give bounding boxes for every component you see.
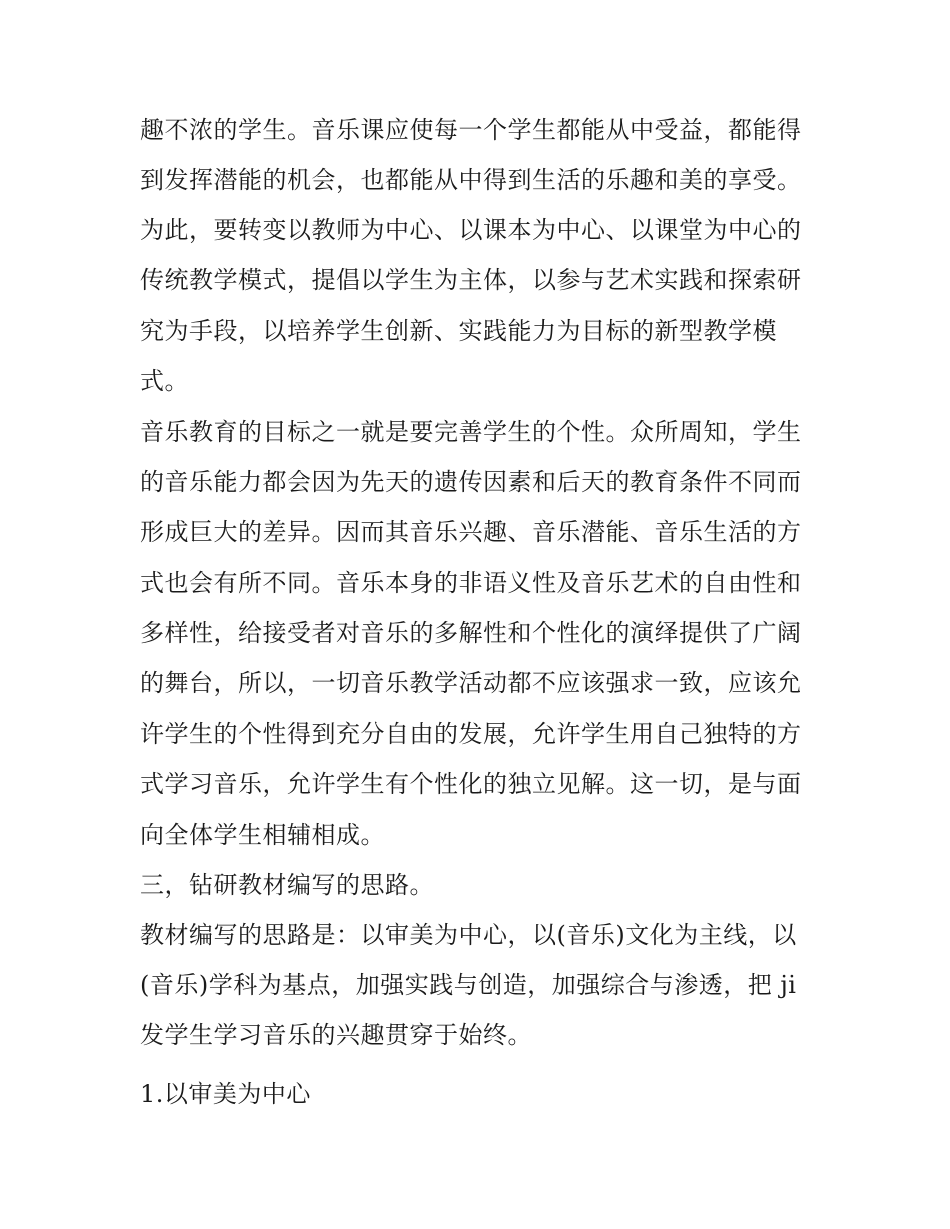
text-line: 为此，要转变以教师为中心、以课本为中心、以课堂为中心的 (140, 216, 802, 244)
text-line: 到发挥潜能的机会，也都能从中得到生活的乐趣和美的享受。 (140, 166, 802, 194)
text-line: 许学生的个性得到充分自由的发展，允许学生用自己独特的方 (140, 720, 802, 748)
text-line: 式也会有所不同。音乐本身的非语义性及音乐艺术的自由性和 (140, 569, 802, 597)
text-line: 传统教学模式，提倡以学生为主体，以参与艺术实践和探索研 (140, 266, 802, 294)
text-line: 式。 (140, 367, 189, 395)
text-line: 式学习音乐，允许学生有个性化的独立见解。这一切，是与面 (140, 770, 802, 798)
text-line: 教材编写的思路是：以审美为中心，以(音乐)文化为主线，以 (140, 921, 797, 949)
subsection-heading: 1.以审美为中心 (140, 1080, 311, 1108)
text-line: 向全体学生相辅相成。 (140, 821, 385, 849)
text-line: 音乐教育的目标之一就是要完善学生的个性。众所周知，学生 (140, 418, 802, 446)
text-line: 究为手段，以培养学生创新、实践能力为目标的新型教学模 (140, 317, 777, 345)
section-heading: 三，钻研教材编写的思路。 (140, 871, 434, 899)
text-line: 发学生学习音乐的兴趣贯穿于始终。 (140, 1021, 532, 1049)
text-line: (音乐)学科为基点，加强实践与创造，加强综合与渗透，把 ji (140, 971, 797, 999)
text-line: 形成巨大的差异。因而其音乐兴趣、音乐潜能、音乐生活的方 (140, 518, 802, 546)
text-line: 的音乐能力都会因为先天的遗传因素和后天的教育条件不同而 (140, 468, 802, 496)
text-line: 多样性，给接受者对音乐的多解性和个性化的演绎提供了广阔 (140, 619, 802, 647)
text-line: 的舞台，所以，一切音乐教学活动都不应该强求一致，应该允 (140, 669, 802, 697)
text-line: 趣不浓的学生。音乐课应使每一个学生都能从中受益，都能得 (140, 116, 802, 144)
